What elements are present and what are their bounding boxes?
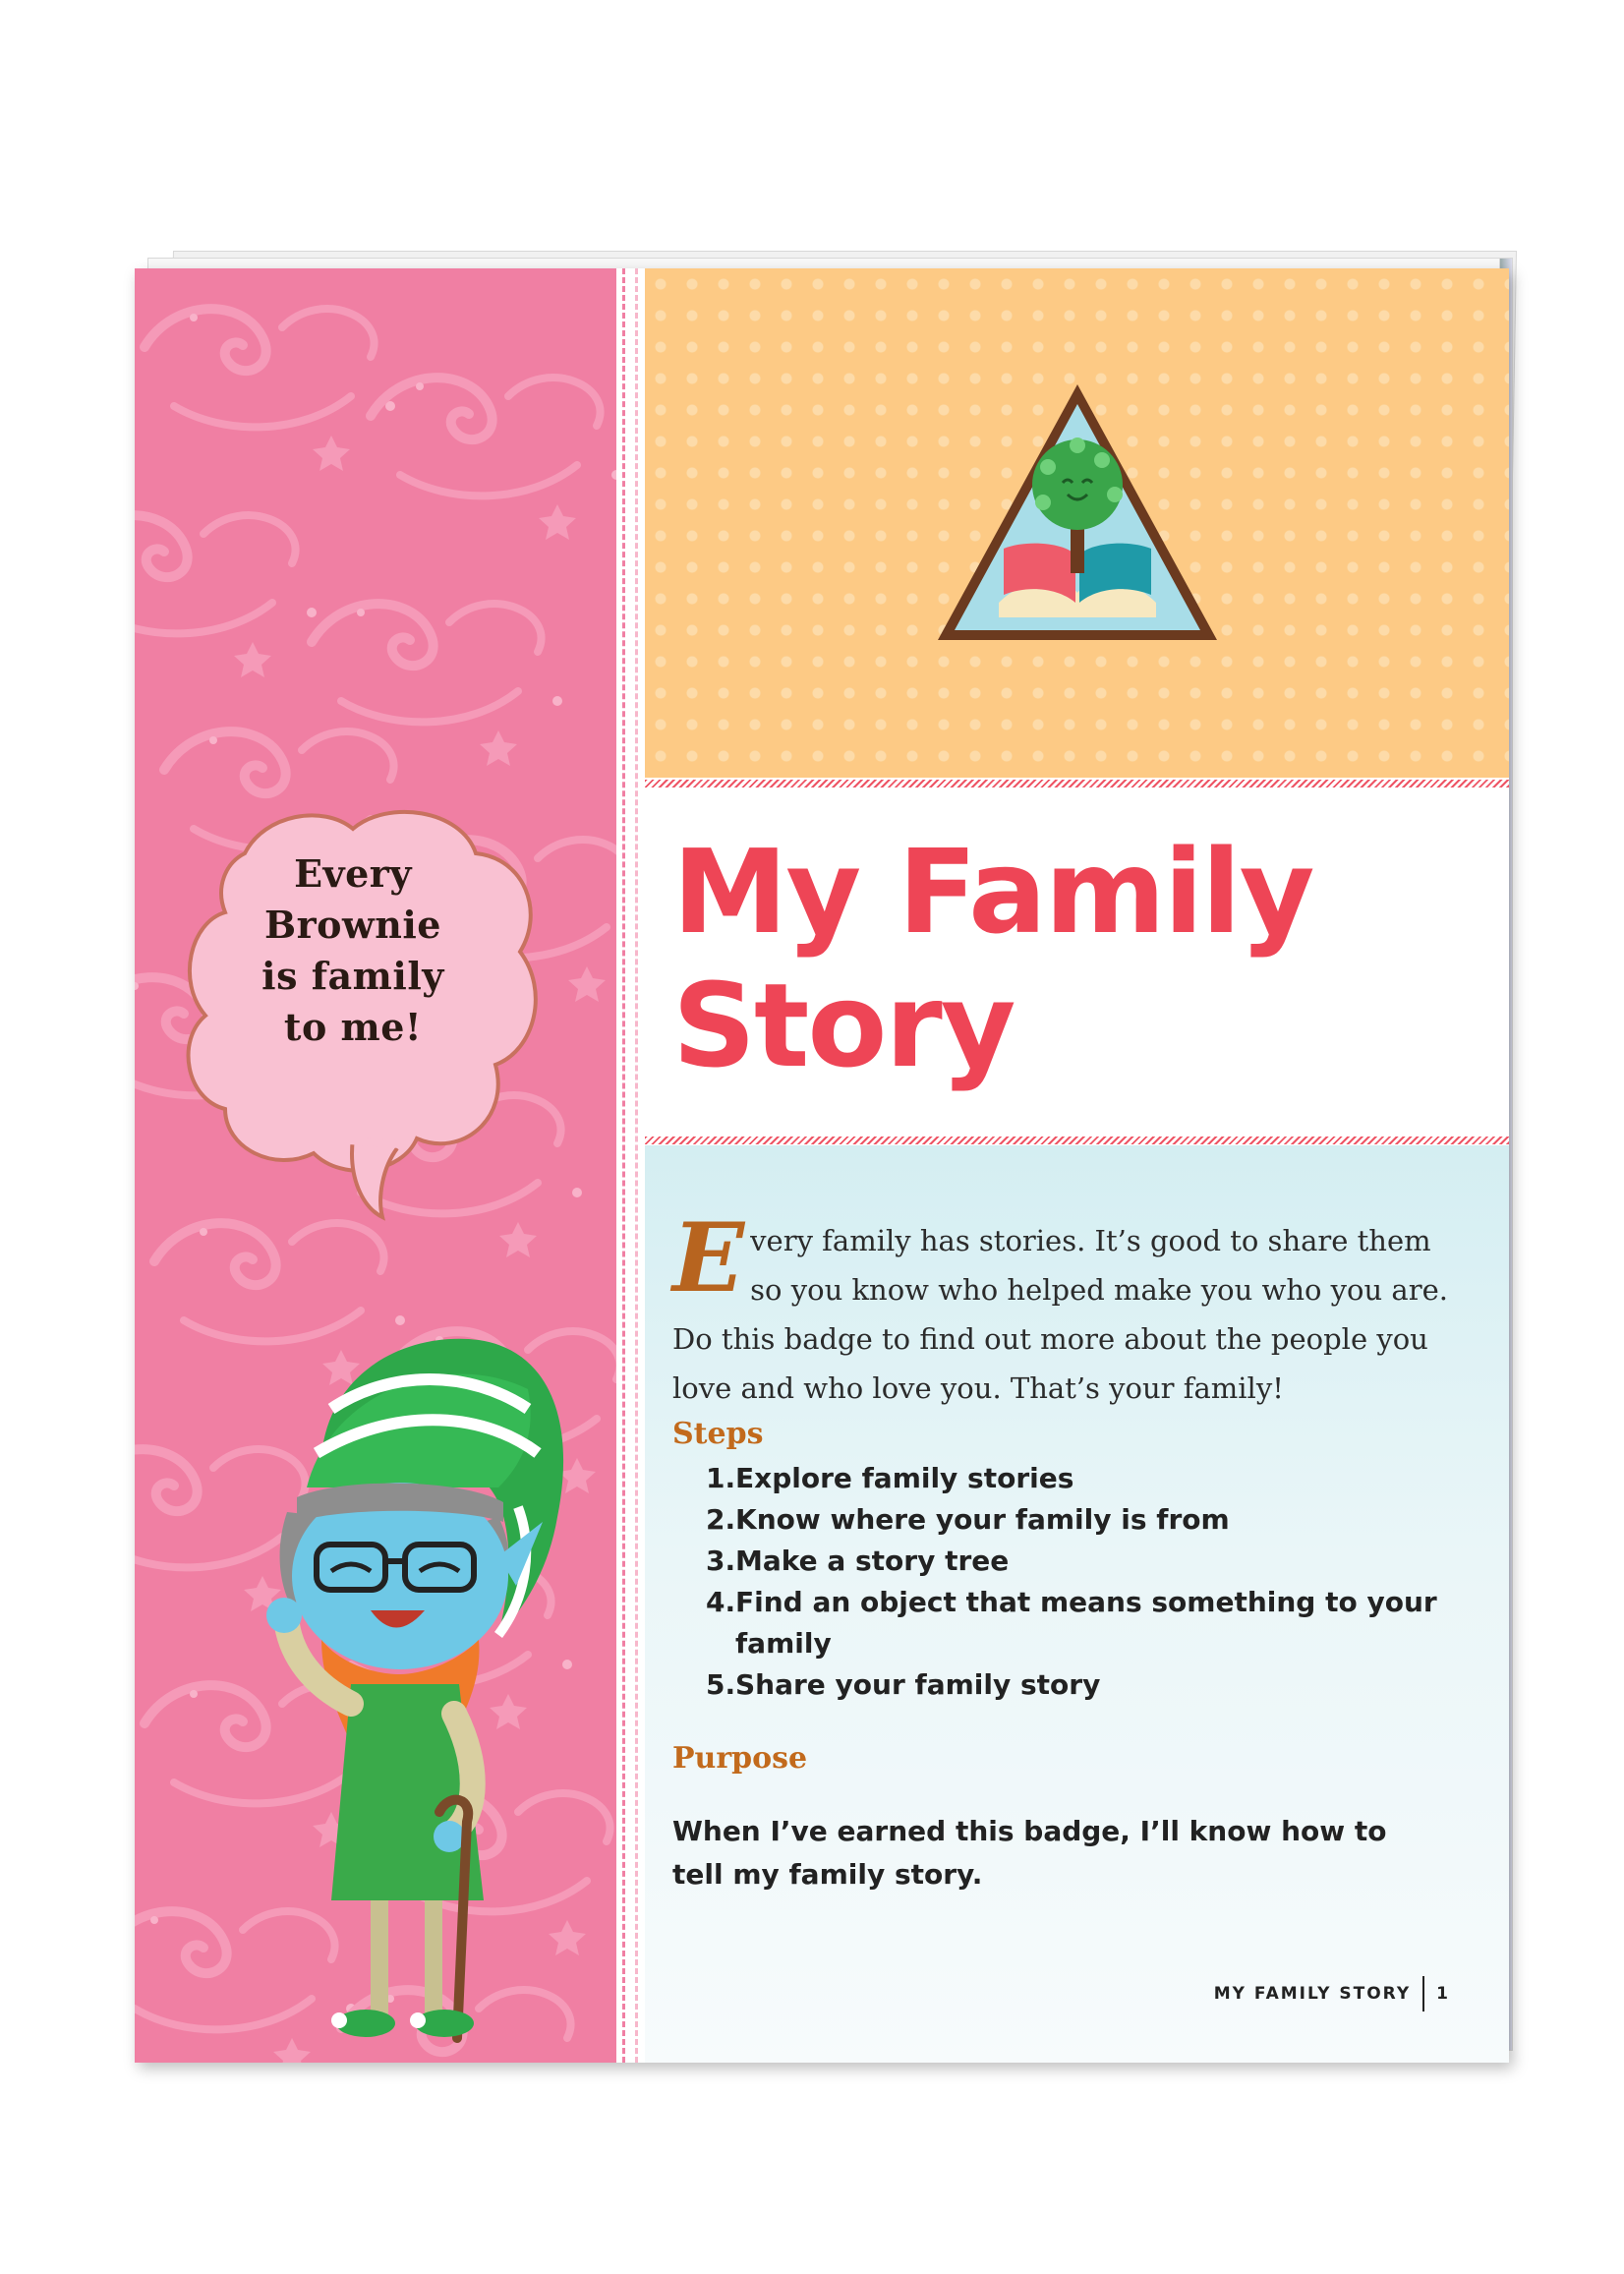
steps-list (706, 1458, 1453, 1706)
drop-cap: E (672, 1202, 745, 1313)
list-item (706, 1499, 1453, 1541)
left-decorative-panel (135, 268, 616, 2063)
family-story-badge-icon (930, 377, 1225, 662)
purpose-heading: Purpose (672, 1741, 808, 1776)
list-item (706, 1458, 1453, 1499)
page-title (672, 825, 1498, 1092)
decorative-stripe (645, 780, 1509, 787)
step-number: 3. (706, 1545, 736, 1577)
list-item (706, 1541, 1453, 1582)
dashed-divider (635, 268, 638, 2063)
intro-paragraph (672, 1202, 1469, 1413)
step-text: Explore family stories (735, 1462, 1074, 1494)
bubble-line: to me! (283, 1005, 423, 1049)
header-image-panel (645, 268, 1509, 778)
dashed-divider (622, 268, 625, 2063)
step-text: Know where your family is from (735, 1503, 1230, 1536)
title-line: Story (672, 958, 1015, 1093)
list-item (706, 1664, 1453, 1706)
step-text: Find an object that means something to your family (735, 1586, 1437, 1660)
purpose-text: When I’ve earned this badge, I’ll know how to tell my family story. (672, 1815, 1387, 1891)
step-text: Share your family story (735, 1668, 1101, 1701)
bubble-line: is family (261, 954, 444, 998)
page-footer (1214, 1976, 1450, 2012)
content-body (645, 1145, 1509, 2063)
step-number: 5. (706, 1668, 736, 1701)
title-block (645, 787, 1509, 1137)
content-column (645, 268, 1509, 2063)
bubble-line: Brownie (264, 903, 441, 947)
bubble-text (205, 848, 500, 1053)
running-title: MY FAMILY STORY (1213, 1984, 1412, 2004)
step-number: 4. (706, 1586, 736, 1618)
intro-text: very family has stories. It’s good to share them so you know who helped make you who you are. Do this badge to find out more about the people you love and who love you. That’s your family! (672, 1224, 1448, 1405)
decorative-stripe (645, 1137, 1509, 1144)
list-item (706, 1582, 1453, 1664)
title-line: My Family (672, 824, 1313, 960)
page-number: 1 (1436, 1984, 1450, 2004)
step-number: 1. (706, 1462, 736, 1494)
booklet-page (135, 268, 1509, 2063)
step-text: Make a story tree (735, 1545, 1010, 1577)
footer-divider (1422, 1976, 1424, 2012)
step-number: 2. (706, 1503, 736, 1536)
bubble-line: Every (294, 851, 412, 896)
steps-heading: Steps (672, 1417, 764, 1451)
elf-character-illustration (203, 1261, 616, 2058)
